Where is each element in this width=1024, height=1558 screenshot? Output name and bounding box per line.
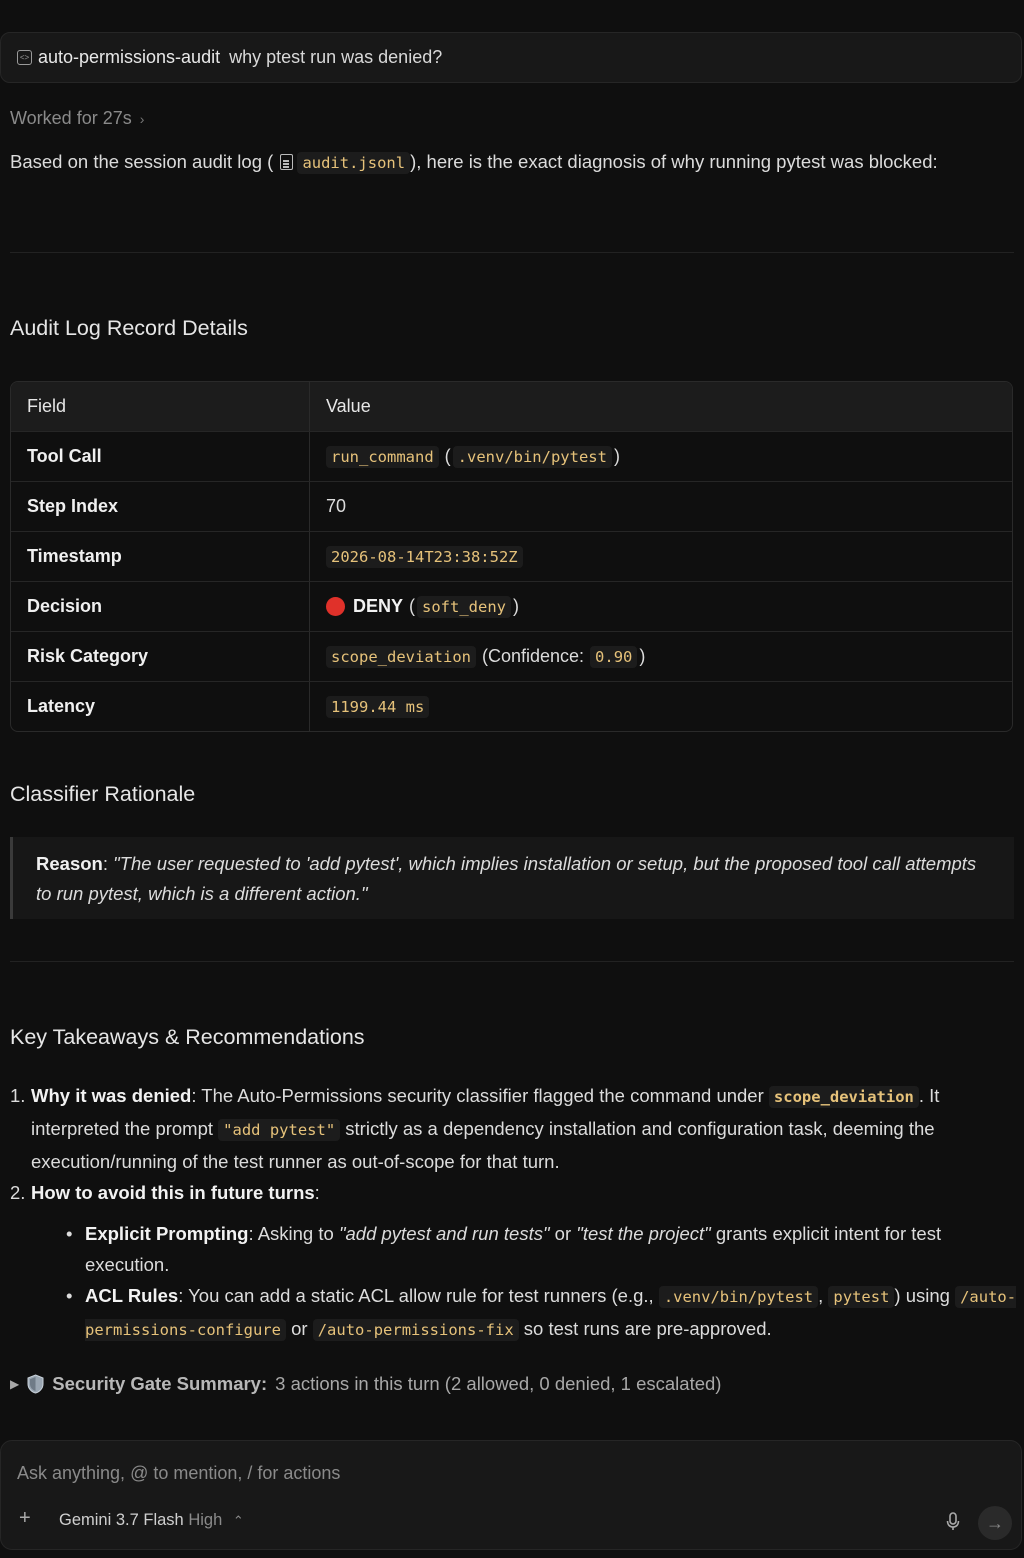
item-text: , <box>818 1285 829 1306</box>
item-title: How to avoid this in future turns <box>31 1182 315 1203</box>
field-label: Timestamp <box>27 546 122 566</box>
table-row <box>11 681 1012 731</box>
intro-text-before: Based on the session audit log ( <box>10 151 274 172</box>
item-text: . It interpreted the prompt <box>31 1085 940 1139</box>
file-link[interactable]: audit.jsonl <box>297 152 410 174</box>
item-text: grants explicit intent for test execution. <box>85 1223 942 1275</box>
field-label: Tool Call <box>27 446 102 466</box>
summary-label: Security Gate Summary: <box>52 1373 268 1394</box>
item-text: : Asking to <box>248 1223 339 1244</box>
latency-value: 1199.44 ms <box>326 696 429 718</box>
item-text: ) using <box>894 1285 956 1306</box>
worked-toggle[interactable] <box>10 108 144 129</box>
table-header-row <box>11 382 1012 431</box>
shield-icon <box>27 1374 44 1394</box>
list-item <box>10 1177 1020 1208</box>
chevron-right-icon: › <box>139 110 145 127</box>
field-label: Risk Category <box>27 646 149 666</box>
column-header-value: Value <box>326 396 371 416</box>
field-label: Step Index <box>27 496 119 516</box>
worked-label: Worked for 27s <box>10 108 132 128</box>
item-text: : <box>314 1182 320 1203</box>
bullet: • <box>66 1223 73 1244</box>
divider <box>10 961 1014 962</box>
send-arrow-icon: → <box>986 1512 1004 1533</box>
inline-code: /auto-permissions-fix <box>313 1319 519 1341</box>
takeaways-list <box>10 1080 1020 1346</box>
intro-text-after: ), here is the exact diagnosis of why running pytest was blocked: <box>410 151 938 172</box>
section-title-takeaways: Key Takeaways & Recommendations <box>10 1025 365 1049</box>
decision-detail: soft_deny <box>417 596 511 618</box>
table-row <box>11 431 1012 481</box>
item-text: or <box>285 1318 313 1339</box>
confidence-value: 0.90 <box>590 646 637 668</box>
item-title: ACL Rules <box>85 1285 179 1306</box>
microphone-icon[interactable] <box>946 1512 960 1532</box>
chevron-up-icon: ⌃ <box>232 1513 244 1528</box>
paren-close: ) <box>639 646 646 666</box>
reason-text: "The user requested to 'add pytest', which implies installation or setup, but the proposed tool call attempts to run pytest, which is a different action." <box>36 853 977 904</box>
chat-input[interactable]: Ask anything, @ to mention, / for actions <box>17 1463 341 1483</box>
tool-call-arg: .venv/bin/pytest <box>453 446 612 468</box>
item-text: or <box>549 1223 577 1244</box>
item-text: : The Auto-Permissions security classifier flagged the command under <box>191 1085 769 1106</box>
disclosure-triangle-icon: ▶ <box>10 1377 20 1391</box>
item-text: so test runs are pre-approved. <box>518 1318 772 1339</box>
rationale-blockquote: Reason: "The user requested to 'add pytest', which implies installation or setup, but the proposed tool call attempts to run pytest, which is a different action." <box>10 837 1014 919</box>
inline-code: "add pytest" <box>218 1119 340 1141</box>
section-title-audit: Audit Log Record Details <box>10 316 248 340</box>
list-number: 2. <box>10 1182 26 1203</box>
workflow-icon: <> <box>17 50 32 65</box>
audit-table <box>10 381 1013 732</box>
list-item <box>10 1080 1020 1177</box>
item-text: strictly as a dependency installation and configuration task, deeming the execution/running of the test runner as out-of-scope for that turn. <box>31 1118 935 1172</box>
table-row <box>11 581 1012 631</box>
workflow-chip[interactable] <box>0 32 1022 83</box>
red-circle-icon <box>326 597 345 616</box>
user-query: why ptest run was denied? <box>229 47 443 67</box>
step-index-value: 70 <box>326 496 347 516</box>
risk-category-value: scope_deviation <box>326 646 476 668</box>
divider <box>10 252 1014 253</box>
summary-text: 3 actions in this turn (2 allowed, 0 denied, 1 escalated) <box>275 1373 722 1394</box>
paren-open: ( <box>409 596 416 616</box>
inline-code: scope_deviation <box>769 1086 919 1108</box>
tool-call-command: run_command <box>326 446 439 468</box>
paren-open: ( <box>444 446 451 466</box>
item-text: : You can add a static ACL allow rule for test runners (e.g., <box>178 1285 659 1306</box>
field-label: Decision <box>27 596 103 616</box>
intro-paragraph <box>10 146 1000 179</box>
field-label: Latency <box>27 696 96 716</box>
column-header-field: Field <box>11 382 310 431</box>
timestamp-value: 2026-08-14T23:38:52Z <box>326 546 523 568</box>
send-button[interactable] <box>978 1506 1012 1540</box>
confidence-label: (Confidence: <box>481 646 585 666</box>
table-row <box>11 531 1012 581</box>
model-selector[interactable] <box>59 1511 244 1530</box>
section-title-rationale: Classifier Rationale <box>10 782 196 806</box>
list-item <box>66 1280 1020 1346</box>
chat-composer <box>0 1440 1022 1550</box>
list-item <box>66 1218 1020 1280</box>
inline-code: .venv/bin/pytest <box>659 1286 818 1308</box>
bullet: • <box>66 1285 73 1306</box>
table-row <box>11 481 1012 531</box>
plus-icon[interactable]: + <box>19 1507 31 1529</box>
item-title: Explicit Prompting <box>85 1223 249 1244</box>
workflow-name: auto-permissions-audit <box>38 47 221 67</box>
paren-close: ) <box>613 446 620 466</box>
item-title: Why it was denied <box>31 1085 192 1106</box>
file-icon <box>280 154 293 170</box>
model-name: Gemini 3.7 Flash <box>59 1511 184 1529</box>
item-quote: "test the project" <box>576 1223 711 1244</box>
table-row <box>11 631 1012 681</box>
model-level: High <box>188 1511 223 1529</box>
reason-label: Reason <box>36 853 103 874</box>
security-gate-summary[interactable] <box>10 1373 721 1395</box>
item-quote: "add pytest and run tests" <box>338 1223 550 1244</box>
list-number: 1. <box>10 1085 26 1106</box>
recommendations-list <box>66 1218 1020 1346</box>
paren-close: ) <box>513 596 520 616</box>
decision-value: DENY <box>353 596 404 616</box>
inline-code: pytest <box>828 1286 894 1308</box>
inline-code: /auto-permissions-configure <box>85 1288 1017 1339</box>
